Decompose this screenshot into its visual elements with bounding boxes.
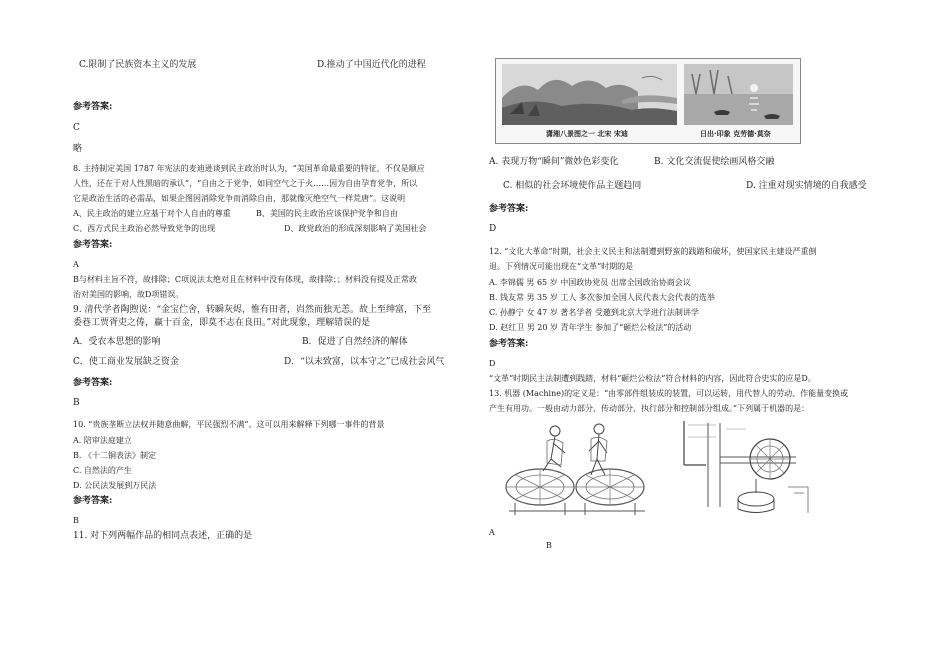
q9-option-c: C．使工商业发展缺乏资金 bbox=[73, 357, 179, 367]
q11-option-c: C. 相似的社会环境使作品主题趋同 bbox=[503, 181, 642, 191]
q12-stem-line: 退。下列情况可能出现在“文革”时期的是 bbox=[489, 262, 634, 271]
answer-value: B bbox=[73, 516, 79, 525]
answer-label: 参考答案: bbox=[73, 240, 113, 250]
q8-stem-line: 8. 主持制定美国 1787 年宪法的麦迪逊谈到民主政治时认为，“美国革命最重要的特征，不仅是顺应 bbox=[73, 164, 425, 173]
q10-stem-line: 10. “贵族垄断立法权并随意曲解，平民强烈不满”。这可以用来解释下列哪一事件的背景 bbox=[73, 420, 385, 429]
q12-option-a: A. 李锦儒 男 65 岁 中国政协党员 出席全国政治协商会议 bbox=[489, 278, 691, 287]
answer-explanation: 治对美国的影响，故D项错误。 bbox=[73, 290, 184, 299]
option-a-label: A bbox=[489, 528, 495, 537]
q12-option-c: C. 孙静宁 女 47 岁 著名学者 受邀到北京大学进行法制讲学 bbox=[489, 308, 699, 317]
q12-option-b: B. 钱友常 男 35 岁 工人 多次参加全国人民代表大会代表的选举 bbox=[489, 293, 715, 302]
q10-option-b: B. 《十二铜表法》制定 bbox=[73, 451, 156, 460]
q8-option-b: B、美国的民主政治应该保护党争和自由 bbox=[256, 209, 398, 218]
answer-label: 参考答案: bbox=[489, 339, 529, 349]
answer-value: D bbox=[489, 224, 497, 234]
paintings-figure bbox=[495, 58, 801, 144]
q9-stem-line: 9. 清代学者陶煦说：“金宝伫舍，转瞬灰烬，惟有田者，岿然而独无恙。故上至绅富，下至 bbox=[73, 305, 432, 315]
q10-option-a: A. 陪审法庭建立 bbox=[73, 436, 132, 445]
q11-stem-line: 11. 对下列两幅作品的相同点表述，正确的是 bbox=[73, 531, 253, 541]
q12-option-d: D. 赵红卫 男 20 岁 青年学生 参加了“砸烂公检法”的活动 bbox=[489, 323, 692, 332]
q8-option-c: C、西方式民主政治必然导致党争的出现 bbox=[73, 224, 216, 233]
q8-option-a: A、民主政治的建立应基于对个人自由的尊重 bbox=[73, 209, 231, 218]
q13-stem-line: 产生有用功。一般由动力部分、传动部分、执行部分和控制部分组成。”下列属于机器的是： bbox=[489, 404, 810, 413]
answer-value: A bbox=[73, 260, 79, 269]
q10-option-d: D. 公民法发展到万民法 bbox=[73, 481, 157, 490]
q8-stem-line: 人性，还在于对人性黑暗的承认”，“自由之于党争，如同空气之于火……因为自由孕育党争，所以 bbox=[73, 179, 418, 188]
q9-stem-line: 委巷工贾胥吏之俦，赢十百金，即莫不志在良田。”对此现象，理解错误的是 bbox=[73, 318, 371, 328]
answer-label: 参考答案: bbox=[73, 102, 113, 112]
song-di-landscape-painting bbox=[502, 64, 677, 125]
monet-impression-sunrise-painting bbox=[684, 64, 793, 125]
q13-stem-line: 13. 机器 (Machine)的定义是：“由零部件组装成的装置，可以运转，用代替人的劳动、作能量变换或 bbox=[489, 389, 849, 398]
q7-option-c: C.限制了民族资本主义的发展 bbox=[79, 60, 197, 70]
q11-option-b: B. 文化交流促使绘画风格交融 bbox=[654, 157, 775, 167]
q11-option-a: A. 表现万物“瞬间”微妙色彩变化 bbox=[489, 157, 619, 167]
caption-left: 潇湘八景图之一 北宋 宋迪 bbox=[546, 130, 628, 138]
answer-value: D bbox=[489, 359, 496, 368]
answer-explanation: “文革”时期民主法制遭到践踏，材料“砸烂公检法”符合材料的内容，因此符合史实的应是D。 bbox=[489, 374, 816, 383]
answer-explanation: 略 bbox=[73, 144, 83, 154]
q9-option-b: B．促进了自然经济的解体 bbox=[302, 337, 408, 347]
q12-stem-line: 12. “文化大革命”时期，社会主义民主和法制遭到野蛮的践踏和破坏，使国家民主建设严重倒 bbox=[489, 247, 817, 256]
answer-label: 参考答案: bbox=[73, 378, 113, 388]
q10-option-c: C. 自然法的产生 bbox=[73, 466, 132, 475]
machine-a-illustration bbox=[495, 419, 655, 517]
answer-value: B bbox=[73, 398, 80, 408]
answer-value: C bbox=[73, 123, 80, 133]
q8-stem-line: 它是政治生活的必需品，如果企图因消除党争而消除自由，那就像灭绝空气一样荒唐”。这说明 bbox=[73, 194, 406, 203]
q8-option-d: D、政党政治的形成深刻影响了美国社会 bbox=[284, 224, 427, 233]
machine-b-illustration bbox=[676, 417, 816, 517]
q9-option-a: A．受农本思想的影响 bbox=[73, 337, 161, 347]
caption-right: 日出·印象 克劳德·莫奈 bbox=[700, 130, 771, 138]
q11-option-d: D. 注重对现实情境的自我感受 bbox=[746, 181, 867, 191]
q9-option-d: D．“以末致富，以本守之”已成社会风气 bbox=[284, 357, 445, 367]
q7-option-d: D.推动了中国近代化的进程 bbox=[317, 60, 426, 70]
answer-label: 参考答案: bbox=[489, 204, 529, 214]
option-b-label: B bbox=[546, 541, 552, 550]
answer-explanation: B与材料主旨不符，故排除；C项说法太绝对且在材料中没有体现，故排除；；材料没有提及正常政 bbox=[73, 275, 417, 284]
answer-label: 参考答案: bbox=[73, 496, 113, 506]
